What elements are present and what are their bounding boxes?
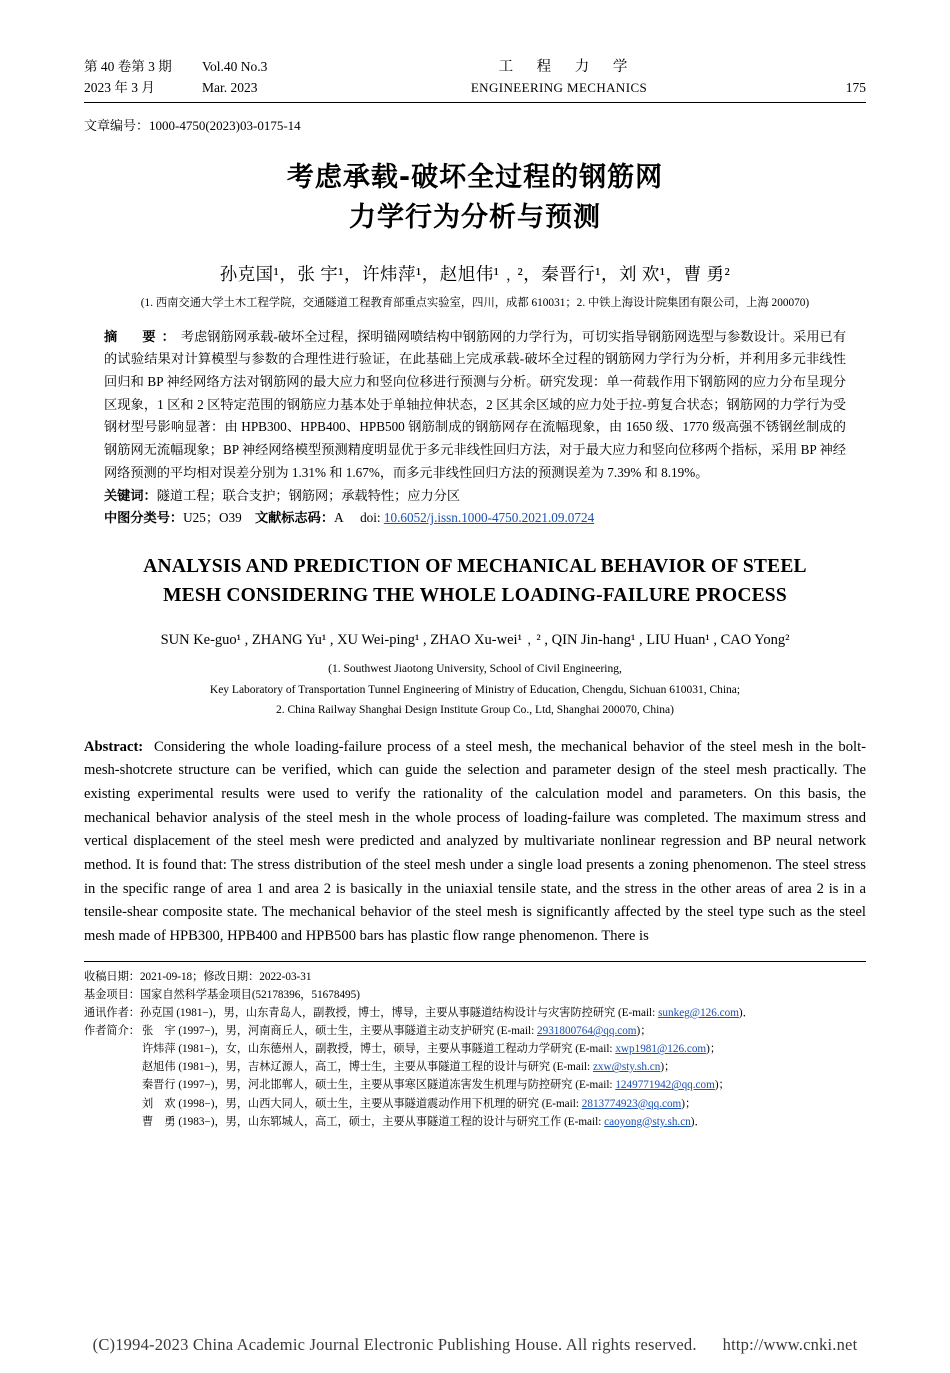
affiliation-en-line-2: Key Laboratory of Transportation Tunnel Engineering of Ministry of Education, Chengdu, Sichuan 610031, China; [209, 683, 741, 696]
bio-tail: )； [660, 1061, 676, 1074]
volume-en: Vol.40 No.3 [202, 59, 268, 74]
affiliation-en-line-1: (1. Southwest Jiaotong University, School of Civil Engineering, [328, 663, 622, 676]
abstract-cn-label: 摘 要： [104, 328, 181, 344]
affiliation-en-line-3: 2. China Railway Shanghai Design Institute Group Co., Ltd, Shanghai 200070, China) [276, 703, 674, 716]
title-en-line2: MESH CONSIDERING THE WHOLE LOADING-FAILURE PROCESS [163, 585, 787, 607]
clc-label: 中图分类号： [104, 510, 184, 526]
bio-row [84, 1095, 730, 1113]
title-cn-line2: 力学行为分析与预测 [349, 201, 601, 233]
bio-row [84, 1076, 730, 1094]
date-cn: 2023 年 3 月 [84, 80, 155, 96]
bio-text: 女，山东德州人，副教授，博士，硕导，主要从事隧道工程动力学研究 (E-mail: [225, 1043, 616, 1056]
bio-email[interactable]: xwp1981@126.com [615, 1043, 707, 1056]
cnki-watermark [0, 1335, 950, 1355]
bio-label-spacer [84, 1076, 142, 1094]
bio-text: 男，山西大同人，硕士生，主要从事隧道震动作用下机理的研究 (E-mail: [225, 1097, 582, 1110]
authors-en: SUN Ke-guo¹ , ZHANG Yu¹ , XU Wei-ping¹ , ZHAO Xu-wei¹﹐² , QIN Jin-hang¹ , LIU Huan¹ , CAO Yong² [160, 632, 790, 649]
masthead-rule [84, 102, 866, 103]
bio-name: 秦晋行 (1997−)， [141, 1079, 226, 1092]
bio-entry [142, 1040, 730, 1058]
received-date: 收稿日期：2021-09-18；修改日期：2022-03-31 [84, 970, 312, 983]
abstract-en [84, 736, 866, 949]
page-title-cn [84, 158, 866, 236]
bio-email[interactable]: caoyong@sty.sh.cn [604, 1115, 691, 1128]
doc-code-value: A [334, 510, 344, 526]
author-bios [84, 1022, 730, 1131]
bio-text: 男，吉林辽源人，高工，博士生，主要从事隧道工程的设计与研究 (E-mail: [225, 1061, 593, 1074]
abstract-cn [84, 326, 866, 485]
bio-email[interactable]: 2931800764@qq.com [537, 1025, 637, 1037]
page-title-en [84, 552, 866, 611]
bio-email[interactable]: zxw@sty.sh.cn [592, 1061, 661, 1074]
bio-tail: )； [636, 1025, 652, 1037]
bio-name: 许炜萍 (1981−)， [141, 1043, 226, 1056]
masthead [84, 56, 866, 103]
bio-name: 赵旭伟 (1981−)， [141, 1061, 226, 1074]
footnote-rule [84, 961, 866, 962]
journal-title-en: ENGINEERING MECHANICS [470, 80, 648, 96]
affiliation-cn: (1. 西南交通大学土木工程学院，交通隧道工程教育部重点实验室，四川，成都 610031；2. 中铁上海设计院集团有限公司，上海 200070) [140, 296, 810, 309]
bio-label-spacer [84, 1113, 142, 1131]
footnotes [84, 968, 866, 1131]
bio-entry [142, 1022, 730, 1040]
bio-label-spacer [84, 1058, 142, 1076]
bio-name: 刘 欢 (1998−)， [141, 1097, 226, 1110]
bio-row [84, 1022, 730, 1040]
corresponding-author-email[interactable]: sunkeg@126.com [658, 1006, 739, 1019]
bio-entry [142, 1113, 730, 1131]
bio-tail: )； [681, 1097, 697, 1110]
authors-cn: 孙克国¹，张 宇¹，许炜萍¹，赵旭伟¹﹐²，秦晋行¹，刘 欢¹，曹 勇² [219, 263, 731, 284]
bio-tail: )． [690, 1115, 706, 1128]
clc-code: U25；O39 [183, 510, 242, 526]
abstract-en-label: Abstract: [84, 738, 144, 755]
keywords-cn-label: 关键词： [104, 487, 157, 503]
bio-email[interactable]: 2813774923@qq.com [581, 1097, 682, 1110]
bio-entry [142, 1095, 730, 1113]
abstract-en-text: Considering the whole loading-failure process of a steel mesh, the mechanical behavior of the steel mesh in the bolt-mesh-shotcrete structure can be verified, which can guide the selection and parameter design of the steel mesh practically. The existing experimental results were used to verify the rationality of the calculation model and parameters. On this basis, the mechanical behavior analysis of the steel mesh in the whole process of loading-failure was completed. The maximum stress and vertical displacement of the steel mesh were predicted and analyzed by multivariate nonlinear regression and BP neural network method. It is found that: The stress distribution of the steel mesh under a single load presents a zoning phenomenon. The steel stress in the specific range of area 1 and area 2 is basically in the uniaxial tensile state, and the stress in the other areas of area 2 is in a tensile-shear composite state. The mechanical behavior of the steel mesh is significantly affected by the steel type such as the steel mesh made of HPB300, HPB400 and HPB500 bars has plastic flow range phenomenon. There is [84, 738, 866, 944]
corresponding-author-label: 通讯作者： [84, 1006, 140, 1019]
bio-row [84, 1040, 730, 1058]
keywords-cn-text: 隧道工程；联合支护；钢筋网；承载特性；应力分区 [156, 487, 461, 503]
corresponding-author-tail: )． [738, 1006, 754, 1019]
bio-name: 曹 勇 (1983−)， [141, 1115, 226, 1128]
journal-title-cn: 工 程 力 学 [498, 59, 638, 75]
bio-tail: )； [714, 1079, 730, 1092]
title-en-line1: ANALYSIS AND PREDICTION OF MECHANICAL BEHAVIOR OF STEEL [143, 555, 807, 577]
corresponding-author-text: 孙克国 (1981−)，男，山东青岛人，副教授，博士，博导，主要从事隧道结构设计与灾害防控研究 (E-mail: [139, 1006, 659, 1019]
date-en: Mar. 2023 [202, 80, 258, 96]
masthead-row-1 [84, 56, 866, 78]
watermark-url: http://www.cnki.net [722, 1335, 858, 1354]
keywords-cn [84, 485, 866, 508]
bio-label-spacer [84, 1095, 142, 1113]
masthead-row-2 [84, 78, 866, 99]
doi-link[interactable]: 10.6052/j.issn.1000-4750.2021.09.0724 [383, 510, 595, 526]
bio-text: 男，河南商丘人，硕士生，主要从事隧道主动支护研究 (E-mail: [225, 1025, 538, 1037]
bio-label: 作者简介： [84, 1025, 140, 1037]
watermark-text: (C)1994-2023 China Academic Journal Electronic Publishing House. All rights reserved. [92, 1335, 697, 1354]
corresponding-author [84, 1004, 866, 1022]
title-cn-line1: 考虑承载-破坏全过程的钢筋网 [286, 162, 664, 194]
bio-text: 男，河北邯郸人，硕士生，主要从事寒区隧道冻害发生机理与防控研究 (E-mail: [225, 1079, 616, 1092]
paper-page [0, 56, 950, 1373]
volume-cn: 第 40 卷第 3 期 [84, 59, 172, 74]
article-number: 文章编号：1000-4750(2023)03-0175-14 [84, 118, 301, 134]
doc-code-label: 文献标志码： [254, 510, 335, 526]
bio-name: 张 宇 (1997−)， [141, 1025, 226, 1037]
affiliation-en [84, 659, 866, 719]
bio-row [84, 1113, 730, 1131]
bio-row [84, 1058, 730, 1076]
fund-project: 基金项目：国家自然科学基金项目(52178396，51678495) [84, 988, 360, 1001]
doi-label: doi: [360, 510, 381, 526]
bio-tail: )； [706, 1043, 722, 1056]
bio-email[interactable]: 1249771942@qq.com [615, 1079, 715, 1092]
clc-row [84, 507, 866, 530]
bio-label-spacer [84, 1040, 142, 1058]
abstract-cn-text: 考虑钢筋网承载-破坏全过程，探明锚网喷结构中钢筋网的力学行为，可切实指导钢筋网选型与参数设计。采用已有的试验结果对计算模型与参数的合理性进行验证，在此基础上完成承载-破坏全过程的钢筋网力学行为分析，并利用多元非线性回归和 BP 神经网络方法对钢筋网的最大应力和竖向位移进行预测与分析。研究发现：单一荷载作用下钢筋网的应力分布呈现分区现象，1 区和 2 区特定范围的钢筋应力基本处于单轴拉伸状态，2 区其余区域的应力处于拉-剪复合状态；钢筋网的力学行为受钢材型号影响显著：由 HPB300、HPB400、HPB500 钢筋制成的钢筋网存在流幅现象，由 1650 级、1770 级高强不锈钢丝制成的钢筋网无流幅现象；BP 神经网络模型预测精度明显优于多元非线性回归方法，对于最大应力和竖向位移两个指标，采用 BP 神经网络预测的平均相对误差分别为 1.31% 和 1.67%，而多元非线性回归方法的预测误差为 7.39% 和 8.19%。 [104, 328, 847, 480]
bio-text: 男，山东郓城人，高工，硕士，主要从事隧道工程的设计与研究工作 (E-mail: [225, 1115, 605, 1128]
bio-entry [142, 1076, 730, 1094]
bio-entry [142, 1058, 730, 1076]
page-number: 175 [845, 80, 866, 96]
